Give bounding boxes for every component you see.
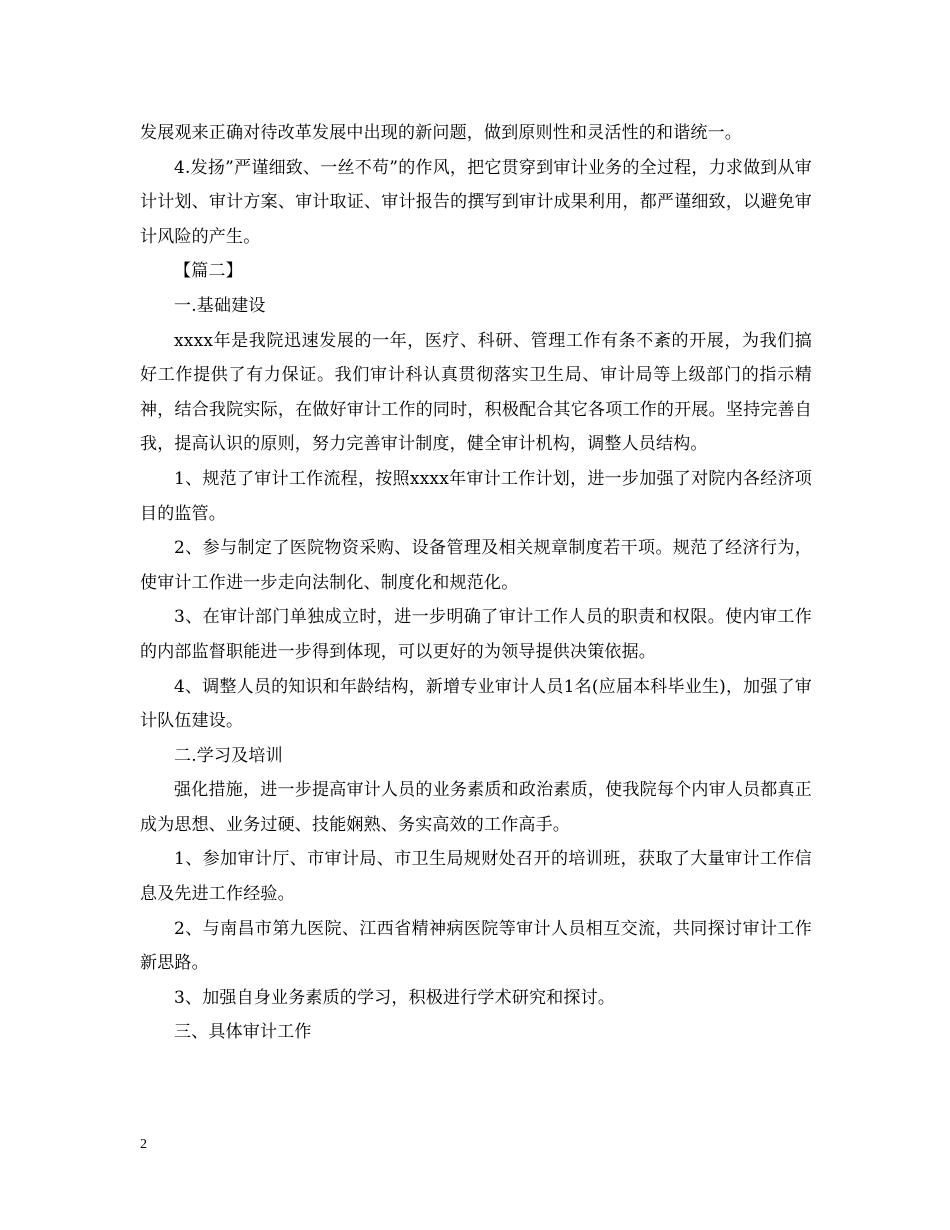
paragraph-continuation: 发展观来正确对待改革发展中出现的新问题，做到原则性和灵活性的和谐统一。 bbox=[140, 123, 742, 143]
paragraph-basic-construction-intro: xxxx年是我院迅速发展的一年，医疗、科研、管理工作有条不紊的开展，为我们搞好工作提供了有力保证。我们审计科认真贯彻落实卫生局、审计局等上级部门的指示精神，结合我院实际，在做好审计工作的同时，积极配合其它各项工作的开展。坚持完善自我，提高认识的原则，努力完善审计制度，健全审计机构，调整人员结构。 bbox=[140, 330, 812, 455]
heading-basic-construction: 一.基础建设 bbox=[174, 295, 266, 316]
paragraph-item-1: 1、规范了审计工作流程，按照xxxx年审计工作计划，进一步加强了对院内各经济项目的监管。 bbox=[140, 468, 812, 524]
paragraph-training-item-3: 3、加强自身业务素质的学习，积极进行学术研究和探讨。 bbox=[174, 987, 616, 1008]
heading-study-training: 二.学习及培训 bbox=[174, 745, 283, 766]
paragraph-point-4: 4.发扬”严谨细致、一丝不苟”的作风，把它贯穿到审计业务的全过程，力求做到从审计计划、审计方案、审计取证、审计报告的撰写到审计成果利用，都严谨细致，以避免审计风险的产生。 bbox=[140, 157, 812, 247]
paragraph-training-item-2: 2、与南昌市第九医院、江西省精神病医院等审计人员相互交流，共同探讨审计工作新思路。 bbox=[140, 918, 812, 974]
document-body bbox=[140, 116, 812, 1050]
section-heading-part-two: 【篇二】 bbox=[174, 261, 243, 282]
heading-specific-audit-work: 三、具体审计工作 bbox=[174, 1022, 312, 1043]
paragraph-training-intro: 强化措施，进一步提高审计人员的业务素质和政治素质，使我院每个内审人员都真正成为思想、业务过硬、技能娴熟、务实高效的工作高手。 bbox=[140, 780, 812, 835]
page-number: 2 bbox=[140, 1137, 147, 1152]
paragraph-training-item-1: 1、参加审计厅、市审计局、市卫生局规财处召开的培训班，获取了大量审计工作信息及先进工作经验。 bbox=[140, 849, 812, 905]
paragraph-item-3: 3、在审计部门单独成立时，进一步明确了审计工作人员的职责和权限。使内审工作的内部监督职能进一步得到体现，可以更好的为领导提供决策依据。 bbox=[140, 607, 812, 662]
paragraph-item-4: 4、调整人员的知识和年龄结构，新增专业审计人员1名(应届本科毕业生)，加强了审计队伍建设。 bbox=[140, 676, 812, 732]
paragraph-item-2: 2、参与制定了医院物资采购、设备管理及相关规章制度若干项。规范了经济行为，使审计工作进一步走向法制化、制度化和规范化。 bbox=[140, 538, 812, 593]
